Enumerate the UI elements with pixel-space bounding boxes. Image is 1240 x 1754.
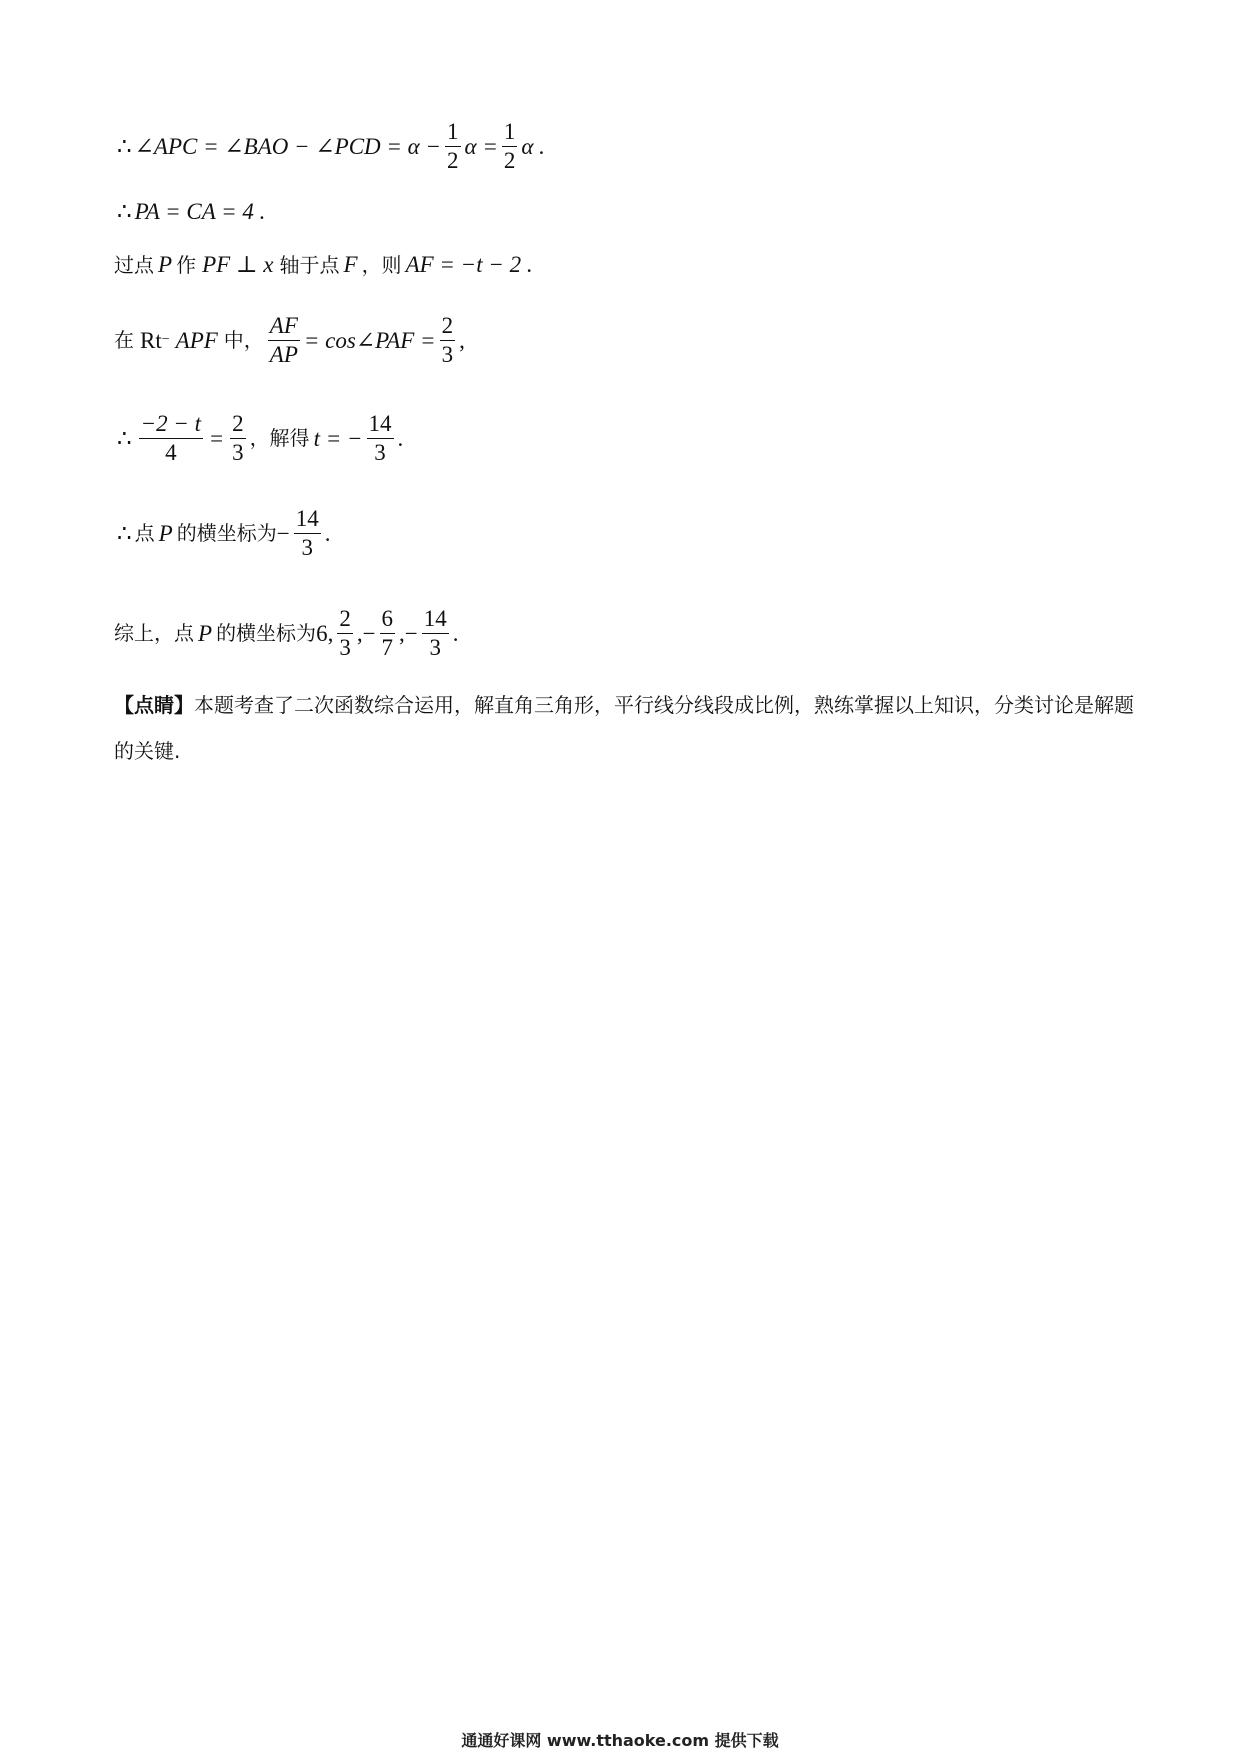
minus-sign: −: [276, 520, 290, 546]
fraction-af-ap: [268, 312, 300, 369]
fraction-denominator: 3: [429, 635, 442, 661]
separator: ,−: [399, 620, 418, 646]
page-footer: 通通好课网 www.tthaoke.com 提供下载: [461, 1731, 779, 1750]
alpha-end: α .: [521, 133, 545, 159]
t-equals: t = −: [313, 425, 363, 451]
fraction-numerator: AF: [269, 313, 298, 338]
fraction-denominator: 3: [441, 342, 454, 368]
period: .: [324, 520, 331, 546]
therefore-symbol: ∴: [117, 133, 132, 159]
fraction-minus-two-minus-t: [139, 410, 203, 467]
point-p: P: [158, 252, 173, 277]
text-segment: 的横坐标为: [176, 521, 277, 546]
text-segment: 中，: [223, 328, 264, 353]
fraction-denominator: 3: [301, 535, 313, 561]
text-segment: 综上，点: [114, 621, 194, 646]
text-segment: 轴于点: [279, 252, 340, 277]
period: .: [397, 425, 404, 451]
text-line-3: [114, 253, 533, 276]
rt-superscript: −: [161, 332, 170, 348]
separator: ,−: [356, 620, 376, 646]
text-segment: 在: [114, 328, 134, 353]
equals-sign: =: [210, 425, 224, 451]
point-p: P: [198, 620, 213, 646]
text-segment: 的横坐标为: [216, 621, 317, 646]
comment-paragraph: [114, 682, 1134, 774]
fraction-numerator: 2: [339, 606, 351, 631]
fraction-numerator: 2: [232, 411, 244, 436]
fraction-numerator: 14: [423, 606, 447, 631]
period: .: [452, 620, 459, 646]
alpha-equals: α =: [464, 133, 498, 159]
pf-perp-x: PF ⊥ x: [202, 252, 274, 277]
fraction-denominator: 2: [447, 148, 459, 174]
fraction-numerator: 1: [447, 119, 459, 144]
cos-expression: = cos∠PAF =: [303, 327, 436, 353]
equation-line-1: [114, 118, 545, 175]
fraction-six-sevenths: [380, 605, 396, 662]
equation-line-7: [114, 605, 459, 662]
equation-line-6: [114, 505, 330, 562]
af-expression: AF = −t − 2 .: [405, 252, 533, 277]
text-segment: 过点: [114, 252, 154, 277]
text-segment: 点: [134, 521, 155, 546]
angle-expression: ∠APC = ∠BAO − ∠PCD = α −: [134, 133, 442, 159]
fraction-denominator: 7: [381, 635, 394, 661]
text-segment: ，解得: [249, 426, 310, 451]
fraction-denominator: 3: [374, 440, 386, 466]
point-p: P: [158, 520, 173, 546]
fraction-fourteen-thirds: [294, 505, 321, 562]
point-f: F: [343, 252, 358, 277]
fraction-denominator: 3: [339, 635, 351, 661]
comma: ,: [459, 327, 465, 353]
fraction-fourteen-thirds: [367, 410, 394, 467]
therefore-symbol: ∴: [117, 520, 132, 546]
text-segment: 作: [176, 252, 197, 277]
text-segment: ，则: [361, 252, 402, 277]
fraction-two-thirds: [337, 605, 353, 662]
fraction-denominator: AP: [269, 342, 298, 368]
fraction-denominator: 2: [503, 148, 516, 174]
comment-label: 【点睛】: [114, 693, 194, 717]
fraction-numerator: 14: [368, 411, 392, 436]
fraction-fourteen-thirds: [422, 605, 449, 662]
rt-label: Rt: [140, 327, 162, 353]
fraction-half-1: [445, 118, 461, 175]
triangle-apf: APF: [175, 327, 218, 353]
pa-ca-expression: PA = CA = 4 .: [134, 199, 266, 224]
fraction-numerator: 14: [295, 506, 319, 531]
fraction-two-thirds: [440, 312, 456, 369]
fraction-numerator: 1: [503, 119, 516, 144]
equation-line-2: [114, 200, 265, 223]
therefore-symbol: ∴: [117, 199, 132, 224]
fraction-two-thirds: [230, 410, 246, 467]
comment-text: 本题考查了二次函数综合运用，解直角三角形，平行线分线段成比例，熟练掌握以上知识，分类讨论是解题的关键.: [114, 693, 1134, 763]
fraction-numerator: −2 − t: [140, 411, 202, 436]
fraction-half-2: [502, 118, 518, 175]
therefore-symbol: ∴: [117, 425, 132, 451]
equation-line-5: [114, 410, 403, 467]
fraction-numerator: 6: [381, 606, 394, 631]
fraction-denominator: 4: [165, 440, 177, 466]
fraction-numerator: 2: [441, 313, 454, 338]
fraction-denominator: 3: [232, 440, 244, 466]
equation-line-4: [114, 312, 465, 369]
value-six: 6,: [316, 620, 334, 646]
